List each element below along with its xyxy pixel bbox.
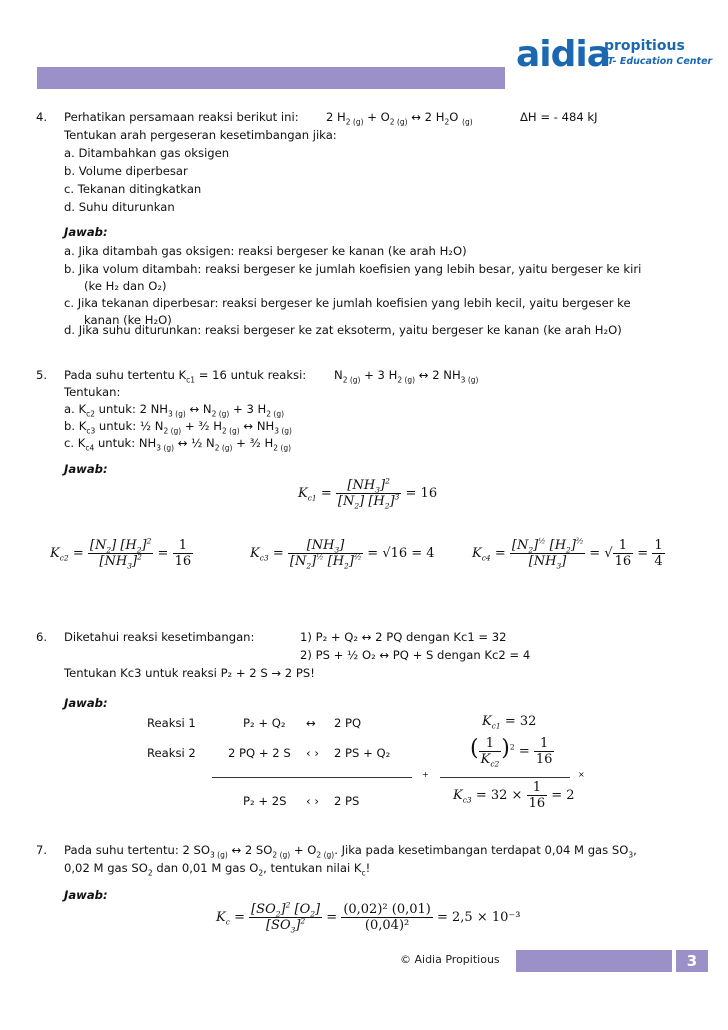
q6-prompt: Diketahui reaksi kesetimbangan:	[64, 630, 255, 644]
q6-reaction-2: 2) PS + ½ O₂ ↔ PQ + S dengan Kc2 = 4	[300, 648, 531, 662]
footer-copyright: © Aidia Propitious	[400, 953, 500, 966]
q4-answer-c-line2: kanan (ke H₂O)	[84, 313, 172, 327]
q7-kc-formula: $K_c$ = $\frac{[SO_2]^2 [O_2]}{[SO_3]^2}$ = $\frac{\text{(0,02)² (0,01)}}{\text{(0,04)²}}$ = 2,5 × 10⁻³	[216, 900, 521, 935]
q4-task: Tentukan arah pergeseran kesetimbangan jika:	[64, 128, 337, 142]
q6-reaction-1: 1) P₂ + Q₂ ↔ 2 PQ dengan Kc1 = 32	[300, 630, 507, 644]
q4-option-b: b. Volume diperbesar	[64, 164, 188, 178]
q5-task: Tentukan:	[64, 385, 121, 399]
q5-kc1-formula: $K_{c1}$ = $\frac{[NH_3]^2}{[N_2] [H_2]^3}$ = 16	[298, 476, 438, 511]
q6-row2-label: Reaksi 2	[147, 746, 196, 760]
q5-prompt: Pada suhu tertentu $K_{c1} = 16$ untuk reaksi:	[64, 368, 307, 385]
q4-answer-d: d. Jika suhu diturunkan: reaksi bergeser ke zat eksoterm, yaitu bergeser ke kanan (ke arah H₂O)	[64, 323, 622, 337]
q4-equation: 2 $H_{2 (g)} + O_{2 (g)}$ ↔ 2 $H_2O$ $_{(g)}$	[326, 110, 473, 127]
q6-sum-line-right	[440, 777, 570, 778]
page-number: 3	[676, 950, 708, 972]
q4-prompt: Perhatikan persamaan reaksi berikut ini:	[64, 110, 299, 124]
q7-line2: 0,02 M gas $SO_2$ dan 0,01 M gas $O_2$, tentukan nilai $K_c$!	[64, 861, 371, 878]
logo-brand: aidia	[516, 34, 611, 75]
q5-item-c: c. $K_{c4}$ untuk: $NH_{3 (g)}$ ↔ ½ $N_{2 (g)}$ + ³⁄₂ $H_{2 (g)}$	[64, 436, 292, 453]
q7-line1: Pada suhu tertentu: 2 $SO_{3 (g)}$ ↔ 2 $SO_{2 (g)} + O_{2 (g)}$. Jika pada kesetimbangan terdapat 0,04 M gas $SO_3$,	[64, 843, 637, 860]
q4-answer-a: a. Jika ditambah gas oksigen: reaksi bergeser ke kanan (ke arah H₂O)	[64, 244, 467, 258]
q4-answer-b-line2: (ke H₂ dan O₂)	[84, 279, 167, 293]
q6-row3-reactants: P₂ + 2S	[243, 794, 287, 808]
q6-row2-products: 2 PS + Q₂	[334, 746, 391, 760]
q6-plus-sign: +	[422, 770, 429, 779]
q6-row3-k: $K_{c3} = 32$ × $\frac{1}{16}$ = 2	[453, 780, 575, 811]
q4-option-a: a. Ditambahkan gas oksigen	[64, 146, 230, 160]
q5-number: 5.	[36, 368, 48, 382]
q6-row2-arrow: ‹ ›	[306, 746, 319, 760]
q4-enthalpy: ΔH = - 484 kJ	[520, 110, 598, 124]
q4-number: 4.	[36, 110, 48, 124]
q6-row2-k: ( $\frac{1}{K_{c2}}$ )$^2$ = $\frac{1}{16}$	[470, 736, 553, 769]
q6-times-sign: ×	[578, 770, 585, 779]
q5-equation: $N_{2 (g)} + 3$ $H_{2 (g)}$ ↔ 2 $NH_{3 (g)}$	[334, 368, 479, 385]
q5-item-b: b. $K_{c3}$ untuk: ½ $N_{2 (g)}$ + ³⁄₂ $H_{2 (g)}$ ↔ $NH_{3 (g)}$	[64, 419, 292, 436]
logo-name: propitious	[604, 38, 685, 54]
q6-row1-products: 2 PQ	[334, 716, 362, 730]
logo-tagline: IT- Education Center	[604, 56, 713, 67]
q6-sum-line-left	[212, 777, 412, 778]
q6-row1-k: $K_{c1} = 32$	[482, 714, 537, 731]
q4-option-c: c. Tekanan ditingkatkan	[64, 182, 202, 196]
q4-answer-c-line1: c. Jika tekanan diperbesar: reaksi bergeser ke jumlah koefisien yang lebih kecil, yaitu bergeser ke	[64, 296, 631, 310]
q6-row3-products: 2 PS	[334, 794, 360, 808]
q6-row2-reactants: 2 PQ + 2 S	[228, 746, 291, 760]
q4-answer-b-line1: b. Jika volum ditambah: reaksi bergeser ke jumlah koefisien yang lebih besar, yaitu bergeser ke kiri	[64, 262, 642, 276]
q4-jawab: Jawab:	[64, 225, 108, 239]
q6-task: Tentukan Kc3 untuk reaksi P₂ + 2 S → 2 PS!	[64, 666, 315, 680]
q5-kc4-formula: $K_{c4}$ = $\frac{[N_2]^{\frac{1}{2}} [H_2]^{^3⁄_2}}{[NH_3]}$ = √ $\frac{1}{16}$ = $\frac{1}{4}$	[472, 536, 663, 571]
q7-jawab: Jawab:	[64, 888, 108, 902]
q6-jawab: Jawab:	[64, 696, 108, 710]
q6-row3-arrow: ‹ ›	[306, 794, 319, 808]
q6-row1-reactants: P₂ + Q₂	[243, 716, 286, 730]
q5-kc2-formula: $K_{c2}$ = $\frac{[N_2] [H_2]^2}{[NH_3]^2}$ = $\frac{1}{16}$	[50, 536, 192, 571]
q5-item-a: a. $K_{c2}$ untuk: 2 $NH_{3 (g)}$ ↔ $N_{2 (g)} + 3$ $H_{2 (g)}$	[64, 402, 285, 419]
q4-option-d: d. Suhu diturunkan	[64, 200, 175, 214]
q6-row1-label: Reaksi 1	[147, 716, 196, 730]
q5-kc3-formula: $K_{c3}$ = $\frac{[NH_3]}{[N_2]^{\frac{1}{2}} [H_2]^{^3⁄_2}}$ = √16 = 4	[250, 538, 435, 571]
q6-number: 6.	[36, 630, 48, 644]
q5-jawab: Jawab:	[64, 462, 108, 476]
q6-row1-arrow: ↔	[306, 716, 316, 730]
footer-bar	[516, 950, 672, 972]
q7-number: 7.	[36, 843, 48, 857]
